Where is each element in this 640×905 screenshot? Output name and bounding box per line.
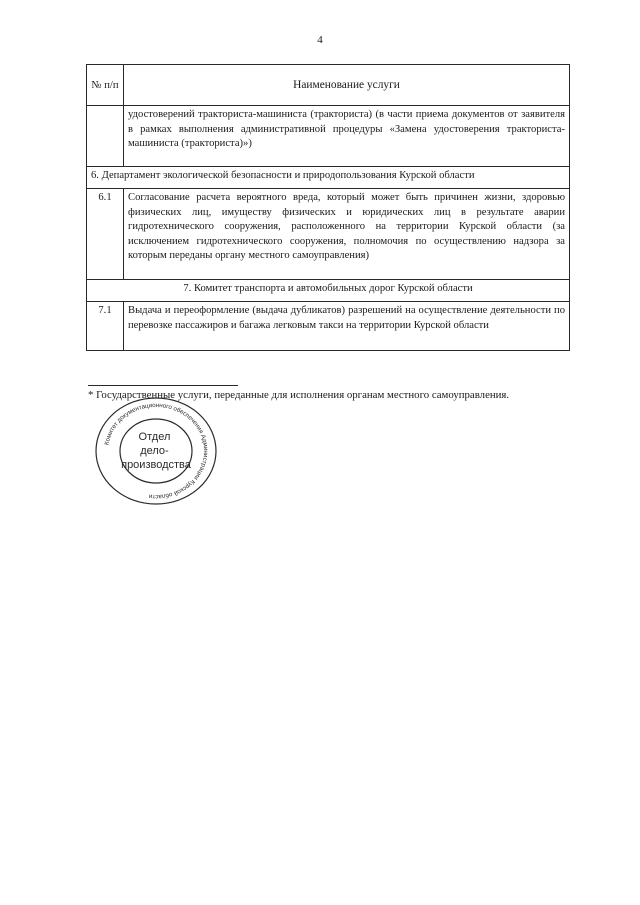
svg-text:Отдел дело- производст (121, 431, 192, 471)
stamp-line: производства (121, 459, 191, 471)
stamp-line: Отдел (138, 431, 171, 443)
column-header-name: Наименование услуги (124, 65, 570, 106)
stamp-line: дело- (140, 445, 169, 457)
footnote-divider (88, 385, 238, 386)
column-header-number: № п/п (87, 65, 124, 106)
row-text: удостоверений тракториста-машиниста (тракториста) (в части приема документов от заявителя в рамках выполнения административной процедуры «Замена удостоверения тракториста-машиниста (тракториста)») (124, 106, 570, 167)
row-number: 7.1 (87, 302, 124, 351)
section-title: 7. Комитет транспорта и автомобильных дорог Курской области (87, 280, 570, 302)
services-table (86, 64, 570, 351)
stamp-ring-text: Комитет документационного обеспечения Администрации Курской области (103, 401, 210, 501)
table-row (87, 106, 570, 167)
section-title: 6. Департамент экологической безопасности и природопользования Курской области (87, 167, 570, 189)
row-text: Выдача и переоформление (выдача дубликатов) разрешений на осуществление деятельности по перевозке пассажиров и багажа легковым такси на территории Курской области (124, 302, 570, 351)
table-header-row (87, 65, 570, 106)
section-row (87, 167, 570, 189)
row-text: Согласование расчета вероятного вреда, который может быть причинен жизни, здоровью физических лиц, имуществу физических и юридических лиц в результате аварии гидротехнического сооружения, расположенного на территории Курской области (за исключением гидротехнического сооружения, полномочия по осуществлению надзора за которым переданы органу местного самоуправления) (124, 189, 570, 280)
page-number: 4 (317, 34, 323, 46)
table-row (87, 189, 570, 280)
office-stamp (93, 396, 219, 506)
row-number: 6.1 (87, 189, 124, 280)
section-row (87, 280, 570, 302)
table-row (87, 302, 570, 351)
row-number (87, 106, 124, 167)
footnote: * Государственные услуги, переданные для исполнения органам местного самоуправления. (88, 389, 510, 401)
